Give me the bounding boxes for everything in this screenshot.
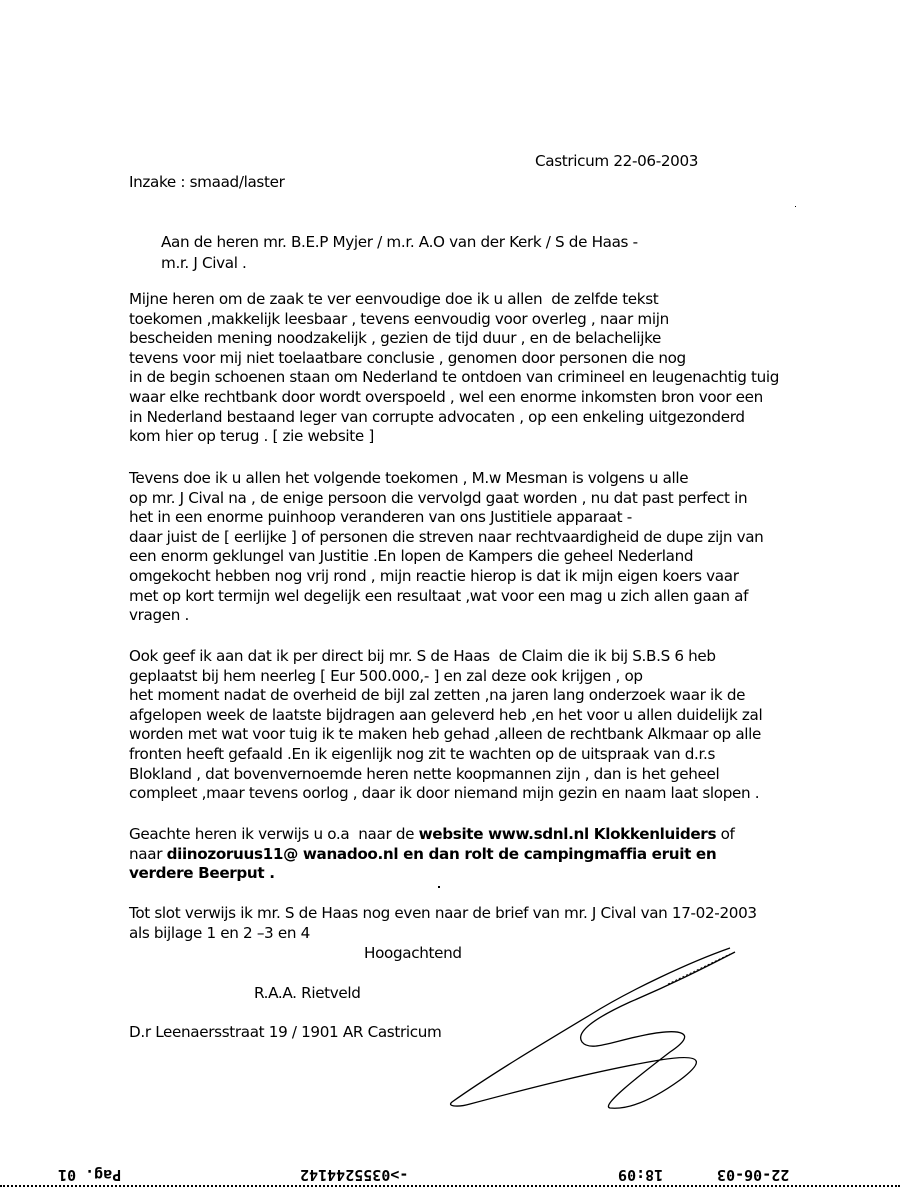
handwritten-signature: [430, 940, 750, 1110]
text-line: omgekocht hebben nog vrij rond , mijn reactie hierop is dat ik mijn eigen koers vaar: [129, 566, 739, 585]
text-line: het in een enorme puinhoop veranderen van ons Justitiele apparaat -: [129, 508, 632, 527]
fax-destination-number: ->0355244142: [300, 1166, 409, 1184]
text-line: fronten heeft gefaald .En ik eigenlijk nog zit te wachten op de uitspraak van d.r.s: [129, 744, 716, 763]
text-line: verdere Beerput .: [129, 864, 275, 883]
paragraph-2: [129, 469, 763, 626]
text-line: Tot slot verwijs ik mr. S de Haas nog even naar de brief van mr. J Cival van 17-02-2003: [129, 904, 757, 922]
text-line: worden met wat voor tuig ik te maken heb gehad ,alleen de rechtbank Alkmaar op alle: [129, 725, 762, 744]
text-line: Tevens doe ik u allen het volgende toekomen , M.w Mesman is volgens u alle: [129, 469, 689, 487]
signer-name: R.A.A. Rietveld: [254, 984, 361, 1002]
place-date: Castricum 22-06-2003: [535, 152, 699, 170]
text-line: waar elke rechtbank door wordt overspoeld , wel een enorme inkomsten bron voor een: [129, 387, 763, 406]
signature-stroke: [451, 948, 735, 1108]
paragraph-4-references: [129, 825, 735, 884]
text-line: een enorm geklungel van Justitie .En lopen de Kampers die geheel Nederland: [129, 547, 694, 566]
addressee-line: Aan de heren mr. B.E.P Myjer / m.r. A.O van der Kerk / S de Haas -: [161, 233, 638, 251]
text-line: [129, 825, 735, 845]
text-line: vragen .: [129, 606, 190, 625]
text-line: tevens voor mij niet toelaatbare conclusie , genomen door personen die nog: [129, 348, 686, 367]
fax-dotted-rule: [0, 1185, 900, 1187]
text-line: kom hier op terug . [ zie website ]: [129, 427, 374, 446]
paragraph-3: [129, 647, 762, 804]
text-line: het moment nadat de overheid de bijl zal zetten ,na jaren lang onderzoek waar ik de: [129, 686, 746, 705]
text-line: toekomen ,makkelijk leesbaar , tevens eenvoudig voor overleg , naar mijn: [129, 309, 669, 328]
fax-page-number: Pag. 01: [58, 1166, 122, 1184]
text-line: als bijlage 1 en 2 –3 en 4: [129, 923, 310, 942]
paragraph-1: [129, 290, 779, 447]
scan-speck: [438, 886, 440, 888]
text-line: met op kort termijn wel degelijk een resultaat ,wat voor een mag u zich allen gaan af: [129, 586, 749, 605]
text-line: op mr. J Cival na , de enige persoon die vervolgd gaat worden , nu dat past perfect in: [129, 488, 748, 507]
text-line: daar juist de [ eerlijke ] of personen die streven naar rechtvaardigheid de dupe zijn van: [129, 527, 764, 546]
text-line: in de begin schoenen staan om Nederland te ontdoen van crimineel en leugenachtig tuig: [129, 368, 780, 387]
scan-speck: [795, 206, 796, 207]
text-line: afgelopen week de laatste bijdragen aan geleverd heb ,en het voor u allen duidelijk zal: [129, 705, 763, 724]
paragraph-5: [129, 904, 757, 943]
text-line: geplaatst bij hem neerleg [ Eur 500.000,- ] en zal deze ook krijgen , op: [129, 666, 643, 685]
subject-line: Inzake : smaad/laster: [129, 173, 285, 191]
addressee-line: m.r. J Cival .: [161, 254, 247, 272]
text-line: [129, 845, 735, 865]
fax-transmission-header: [0, 1166, 900, 1189]
text-plain: naar: [129, 844, 167, 863]
text-line: in Nederland bestaand leger van corrupte advocaten , op een enkeling uitgezonderd: [129, 407, 745, 426]
text-plain: Geachte heren ik verwijs u o.a naar de: [129, 825, 419, 843]
signer-address: D.r Leenaersstraat 19 / 1901 AR Castricum: [129, 1023, 442, 1041]
text-line: Mijne heren om de zaak te ver eenvoudige doe ik u allen de zelfde tekst: [129, 290, 659, 308]
fax-time: 18:09: [618, 1166, 664, 1184]
fax-date: 22-06-03: [717, 1166, 790, 1184]
website-reference: website www.sdnl.nl Klokkenluiders: [418, 825, 717, 843]
text-line: Ook geef ik aan dat ik per direct bij mr. S de Haas de Claim die ik bij S.B.S 6 heb: [129, 647, 716, 665]
text-line: bescheiden mening noodzakelijk , gezien de tijd duur , en de belachelijke: [129, 329, 662, 348]
text-plain: of: [716, 825, 735, 843]
email-reference: diinozoruus11@ wanadoo.nl en dan rolt de campingmaffia eruit en: [166, 844, 717, 863]
closing: Hoogachtend: [364, 944, 462, 962]
text-line: Blokland , dat bovenvernoemde heren nette koopmannen zijn , dan is het geheel: [129, 764, 720, 783]
text-line: compleet ,maar tevens oorlog , daar ik door niemand mijn gezin en naam laat slopen .: [129, 784, 760, 803]
